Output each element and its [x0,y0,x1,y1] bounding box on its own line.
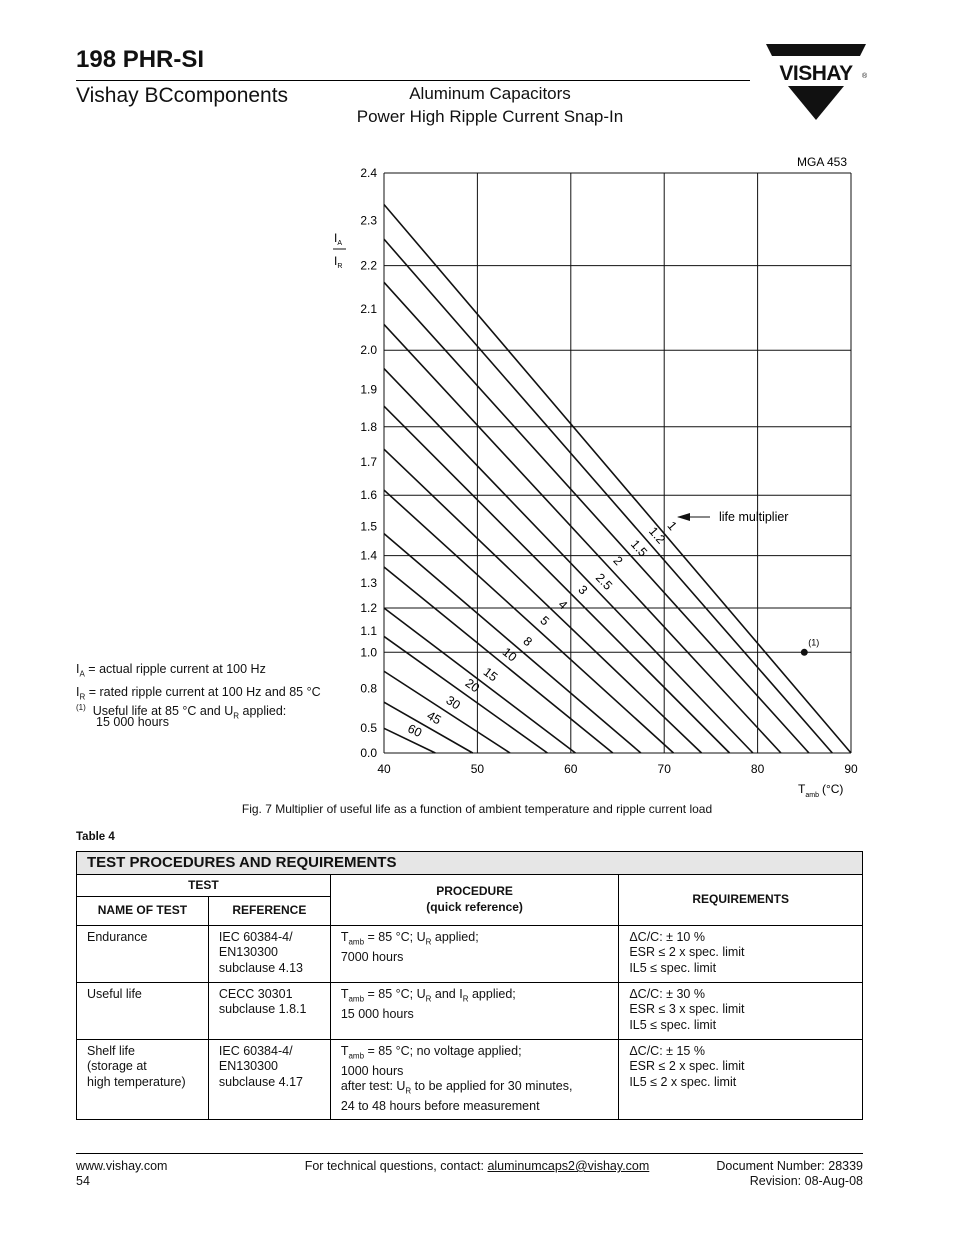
footer-page-number: 54 [76,1174,90,1188]
series-line-1 [384,204,851,753]
footer-right [716,1159,863,1189]
x-tick-label: 50 [470,762,485,776]
series-line-2 [384,324,781,753]
y-tick-label: 1.4 [360,548,377,563]
series-label-1.5: 1.5 [627,537,650,560]
figure-caption: Fig. 7 Multiplier of useful life as a function of ambient temperature and ripple current load [241,802,713,816]
series-label-2: 2 [610,553,626,569]
series-label-60: 60 [405,721,425,741]
subtitle-line-1: Aluminum Capacitors [409,84,571,103]
cell-procedure: $T_{amb} = 85$ °C; no voltage applied; 1000 hours after test: $U_R$ to be applied for 30 minutes, 24 to 48 hours before measurement [330,1039,619,1119]
footer-website-link[interactable]: www.vishay.com [76,1159,168,1173]
y-tick-label: 1.6 [360,488,377,503]
page-title: 198 PHR-SI [76,46,205,73]
logo-registered: ® [862,73,868,80]
x-axis-label: $T_{amb}$ (°C) [798,782,844,799]
brand-name: Vishay BCcomponents [76,84,289,107]
cell-reference: CECC 30301 subclause 1.8.1 [208,982,330,1039]
x-axis-ticks [377,762,858,776]
col-header-name: NAME OF TEST [77,897,209,926]
series-label-1: 1 [664,518,680,534]
y-tick-label: 1.7 [360,454,377,469]
y-tick-label: 1.5 [360,519,377,534]
subtitle-line-2: Power High Ripple Current Snap-In [356,107,624,126]
y-tick-label: 2.0 [360,343,377,358]
contact-email-link[interactable]: aluminumcaps2@vishay.com [487,1159,650,1173]
col-header-procedure: PROCEDURE (quick reference) [330,874,619,925]
logo-text: VISHAY [779,62,853,85]
table-row [77,982,863,1039]
y-tick-label: 1.9 [360,382,377,397]
chart-grid [384,173,851,753]
table-row [77,1039,863,1119]
x-tick-label: 70 [657,762,671,776]
legend-note: $^{(1)}$ Useful life at 85 °C and $U_R$ applied: [76,703,287,721]
series-label-4: 4 [555,597,571,613]
table-label: Table 4 [76,831,115,843]
cell-reference: IEC 60384-4/ EN130300 subclause 4.17 [208,1039,330,1119]
series-labels [405,519,679,740]
x-tick-label: 80 [750,762,765,776]
series-label-15: 15 [480,664,501,685]
legend-ia: $I_A$ = actual ripple current at 100 Hz [76,662,266,679]
y-tick-label: 1.1 [360,624,377,639]
life-multiplier-label: life multiplier [719,510,789,524]
y-tick-label: 0.0 [360,746,377,760]
y-tick-label: 2.2 [360,258,377,273]
document-number: Document Number: 28339 [716,1159,863,1173]
y-tick-label: 0.5 [360,720,377,735]
legend-ir: $I_R$ = rated ripple current at 100 Hz and 85 °C [76,685,321,702]
footer-contact: For technical questions, contact: aluminumcaps2@vishay.com [304,1159,650,1173]
x-tick-label: 90 [844,762,858,776]
reference-point-label: (1) [808,637,820,648]
y-tick-label: 2.3 [360,213,377,228]
y-tick-label: 0.8 [360,681,377,696]
test-procedures-table [76,851,863,1120]
series-line-3 [384,406,730,753]
revision-date: Revision: 08-Aug-08 [749,1174,863,1188]
y-axis-ticks [360,166,377,760]
series-label-5: 5 [537,613,552,629]
cell-name: Shelf life (storage at high temperature) [77,1039,209,1119]
series-line-8 [384,534,641,753]
figure-id: MGA 453 [797,155,848,169]
reference-point-marker [801,649,808,656]
cell-procedure: $T_{amb} = 85$ °C; $U_R$ applied; 7000 hours [330,925,619,982]
life-multiplier-arrowhead [677,513,690,521]
series-label-10: 10 [499,644,520,665]
table-row [77,925,863,982]
series-label-30: 30 [443,693,463,713]
footer-rule [76,1153,863,1154]
series-label-3: 3 [575,582,591,598]
cell-requirements: ΔC/C: ± 10 % ESR ≤ 2 x spec. limit IL5 ≤ spec. limit [619,925,863,982]
cell-procedure: $T_{amb} = 85$ °C; $U_R$ and $I_R$ applied; 15 000 hours [330,982,619,1039]
chart-series [384,204,851,753]
col-header-reference: REFERENCE [208,897,330,926]
cell-reference: IEC 60384-4/ EN130300 subclause 4.13 [208,925,330,982]
cell-requirements: ΔC/C: ± 30 % ESR ≤ 3 x spec. limit IL5 ≤ spec. limit [619,982,863,1039]
legend-note-line-2: 15 000 hours [96,715,169,729]
series-label-2.5: 2.5 [592,570,615,593]
table-title: TEST PROCEDURES AND REQUIREMENTS [77,852,863,875]
cell-name: Useful life [77,982,209,1039]
col-header-test: TEST [77,874,331,897]
y-tick-label: 2.1 [360,301,377,316]
col-header-requirements: REQUIREMENTS [619,874,863,925]
series-line-45 [384,702,473,753]
series-label-8: 8 [520,634,535,650]
series-label-45: 45 [424,708,444,728]
y-tick-label: 1.8 [360,419,377,434]
series-label-1.2: 1.2 [646,524,669,547]
y-tick-label: 2.4 [360,166,377,180]
x-tick-label: 60 [564,762,578,776]
series-line-1.2 [384,239,832,753]
x-tick-label: 40 [377,762,391,776]
y-tick-label: 1.2 [360,601,377,615]
cell-requirements: ΔC/C: ± 15 % ESR ≤ 2 x spec. limit IL5 ≤ 2 x spec. limit [619,1039,863,1119]
series-line-2.5 [384,369,753,753]
cell-name: Endurance [77,925,209,982]
series-label-20: 20 [462,675,483,696]
y-tick-label: 1.3 [360,575,377,590]
y-tick-label: 1.0 [360,645,377,660]
y-axis-label-denominator: $I_R$ [334,254,343,270]
y-axis-label-numerator: $I_A$ [334,231,343,247]
